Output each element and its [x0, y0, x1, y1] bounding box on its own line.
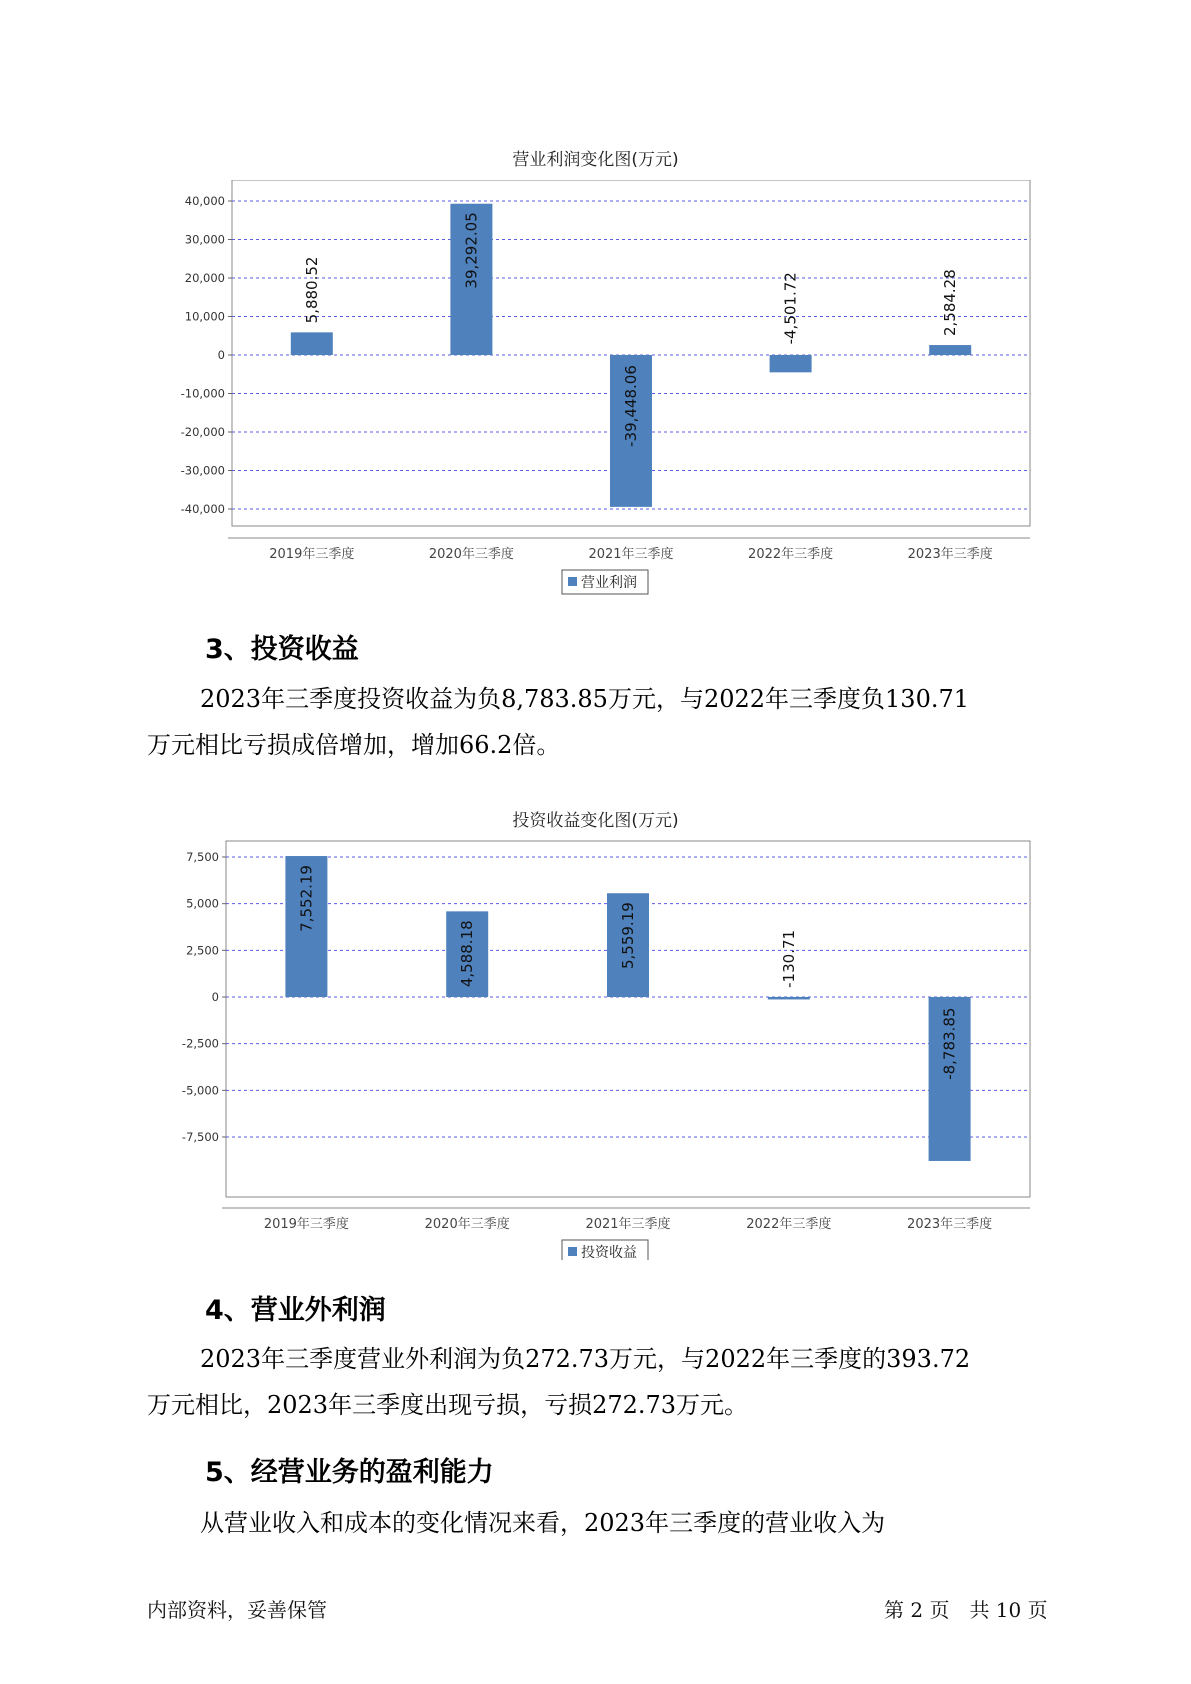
x-tick-label: 2021年三季度	[585, 1217, 671, 1232]
data-label: -8,783.85	[940, 1007, 959, 1080]
section-4-paragraph	[147, 1336, 1052, 1428]
chart2-title: 投资收益变化图(万元)	[512, 811, 679, 831]
data-label: -130.71	[779, 929, 798, 988]
x-tick-label: 2023年三季度	[907, 1217, 993, 1232]
y-tick-label: 10,000	[184, 309, 225, 324]
x-tick-label: 2022年三季度	[746, 1217, 832, 1232]
data-label: 2,584.28	[941, 269, 960, 337]
y-tick-label: 20,000	[184, 271, 225, 285]
operating-profit-chart	[0, 180, 1191, 600]
section-3-paragraph	[147, 676, 1052, 768]
x-tick-label: 2020年三季度	[428, 547, 514, 562]
y-tick-label: -20,000	[180, 425, 225, 439]
y-tick-label: 7,500	[186, 850, 219, 864]
x-tick-label: 2021年三季度	[588, 547, 674, 562]
y-tick-label: 30,000	[184, 232, 225, 247]
y-tick-label: -30,000	[180, 463, 225, 478]
y-tick-label: -7,500	[181, 1130, 219, 1144]
section-4-heading: 4、营业外利润	[205, 1295, 386, 1326]
section-4-line1: 2023年三季度营业外利润为负272.73万元，与2022年三季度的393.72	[200, 1345, 971, 1373]
bar	[929, 345, 971, 355]
bar	[768, 997, 810, 999]
x-tick-label: 2019年三季度	[269, 547, 355, 562]
x-tick-label: 2022年三季度	[748, 547, 834, 562]
data-label: -39,448.06	[622, 365, 640, 447]
section-4-line2: 万元相比，2023年三季度出现亏损，亏损272.73万元。	[147, 1391, 749, 1419]
y-tick-label: 0	[211, 990, 219, 1004]
legend-label: 投资收益	[581, 1245, 637, 1260]
footer-confidential: 内部资料，妥善保管	[147, 1598, 327, 1622]
bar	[291, 332, 333, 355]
section-3-heading: 3、投资收益	[205, 634, 359, 665]
legend-swatch	[568, 1247, 577, 1256]
y-tick-label: -10,000	[180, 386, 225, 401]
y-tick-label: 2,500	[186, 943, 219, 958]
y-tick-label: 0	[217, 348, 225, 362]
data-label: 5,559.19	[619, 902, 637, 970]
data-label: 4,588.18	[458, 920, 477, 988]
data-label: -4,501.72	[781, 272, 800, 345]
data-label: 39,292.05	[462, 212, 481, 289]
investment-income-chart	[0, 840, 1191, 1260]
bar	[770, 355, 812, 372]
x-tick-label: 2019年三季度	[263, 1217, 349, 1232]
chart1-title: 营业利润变化图(万元)	[512, 150, 679, 170]
section-3-line1: 2023年三季度投资收益为负8,783.85万元，与2022年三季度负130.71	[200, 685, 970, 713]
data-label: 5,880.52	[302, 256, 321, 324]
section-3-line2: 万元相比亏损成倍增加，增加66.2倍。	[147, 731, 561, 759]
legend-swatch	[568, 577, 577, 586]
y-tick-label: 5,000	[186, 896, 219, 911]
y-tick-label: -40,000	[180, 502, 225, 516]
section-5-paragraph	[147, 1500, 1052, 1546]
x-tick-label: 2023年三季度	[907, 547, 993, 562]
legend-label: 营业利润	[581, 575, 637, 591]
y-tick-label: -5,000	[181, 1083, 219, 1098]
section-5-heading: 5、经营业务的盈利能力	[205, 1457, 494, 1488]
y-tick-label: -2,500	[181, 1036, 219, 1051]
section-5-line1: 从营业收入和成本的变化情况来看，2023年三季度的营业收入为	[200, 1509, 886, 1537]
y-tick-label: 40,000	[184, 194, 225, 208]
data-label: 7,552.19	[297, 865, 316, 932]
x-tick-label: 2020年三季度	[424, 1217, 510, 1232]
footer-page-number: 第 2 页 共 10 页	[884, 1598, 1048, 1622]
